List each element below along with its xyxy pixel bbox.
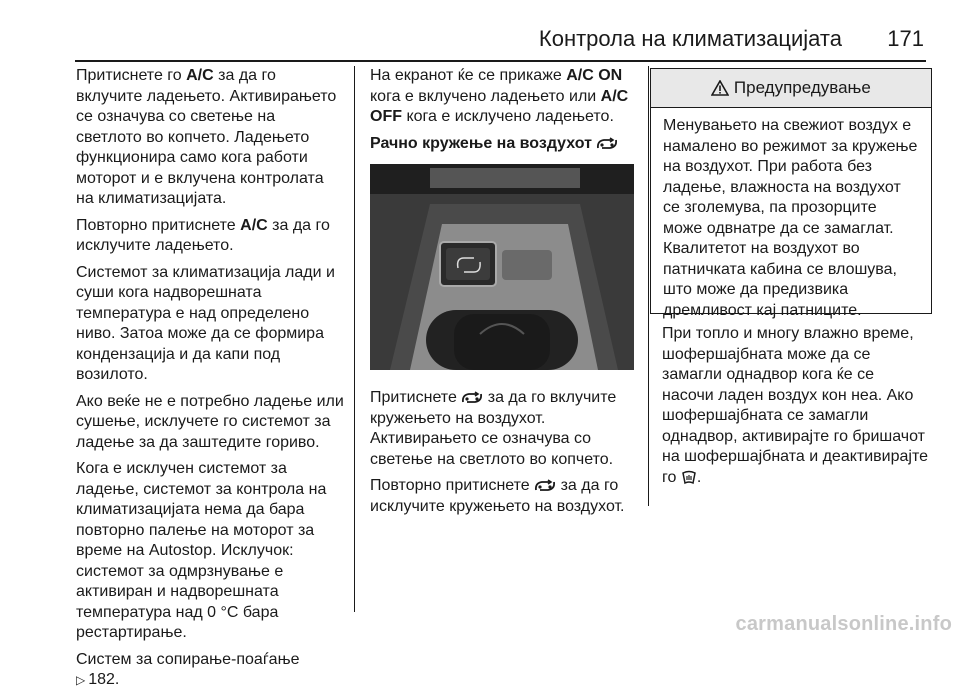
paragraph: Притиснете за да го вклучите кружењето на воздухот. Активирањето се означува со светење на светлото во копчето. bbox=[370, 389, 617, 468]
paragraph: Системот за климатизација лади и суши кога надворешната температура е над определено ниво. Затоа може да се формира кондензација и да капи под возилото. bbox=[76, 263, 335, 383]
column-divider bbox=[648, 66, 649, 506]
paragraph: На екранот ќе се прикаже A/C ON кога е вклучено ладењето или A/C OFF кога е исклучено ладењето. bbox=[370, 67, 629, 125]
warning-triangle-icon bbox=[711, 80, 729, 96]
paragraph: Повторно притиснете A/C за да го исклучите ладењето. bbox=[76, 216, 330, 254]
warning-text: Менувањето на свежиот воздух е намалено во режимот за кружење на воздухот. При работа без ладење, влажноста на воздухот се зголемува, па прозорците може одвнатре да се замаглат. Квалитетот на воздухот во патничката кабина се влошува, што може да предизвика дремливост кај патниците. bbox=[663, 117, 918, 319]
reference-arrow-icon: ▷ bbox=[76, 673, 86, 687]
right-column bbox=[662, 324, 930, 494]
watermark: carmanualsonline.info bbox=[735, 613, 952, 635]
paragraph: При топло и многу влажно време, шофершајбната може да се замагли однадвор кога ќе се насочи ладен воздух кон неа. Ако шофершајбната се замагли однадвор, активирајте го бришачот на шофершајбната и деактивирајте го . bbox=[662, 325, 928, 486]
warning-title: Предупредување bbox=[733, 78, 871, 97]
cross-reference[interactable]: Систем за сопирање-поаѓање ▷ 182. bbox=[76, 650, 300, 688]
air-recirculation-icon bbox=[596, 137, 618, 151]
page-header bbox=[0, 0, 960, 60]
middle-column bbox=[370, 66, 634, 160]
recirculation-button-photo bbox=[370, 164, 634, 370]
header-divider bbox=[75, 60, 926, 62]
middle-column-lower bbox=[370, 388, 634, 523]
paragraph: Повторно притиснете за да го исклучите кружењето на воздухот. bbox=[370, 477, 625, 515]
page-number: 171 bbox=[887, 26, 924, 51]
windshield-air-icon bbox=[681, 470, 697, 485]
warning-header bbox=[651, 69, 931, 108]
air-recirculation-icon bbox=[461, 391, 483, 405]
warning-box bbox=[650, 68, 932, 319]
paragraph: Кога е исклучен системот за ладење, системот за контрола на климатизацијата нема да бара повторно палење на моторот за време на Autostop. Исклучок: системот за одмрзнување е активиран и надворешната температура над 0 °C бара рестартирање. bbox=[76, 460, 327, 641]
section-heading: Рачно кружење на воздухот bbox=[370, 134, 634, 155]
paragraph: Притиснете го A/C за да го вклучите ладењето. Активирањето се означува со светење на светлото во копчето. Ладењето функционира само кога работи моторот и е вклучена контролата на климатизацијата. bbox=[76, 67, 337, 207]
column-divider bbox=[354, 66, 355, 612]
air-recirculation-icon bbox=[534, 479, 556, 493]
paragraph: Ако веќе не е потребно ладење или сушење, исклучете го системот за ладење за да заштедите гориво. bbox=[76, 392, 344, 451]
left-column bbox=[76, 66, 344, 697]
page-title: Контрола на климатизацијата bbox=[538, 26, 842, 51]
